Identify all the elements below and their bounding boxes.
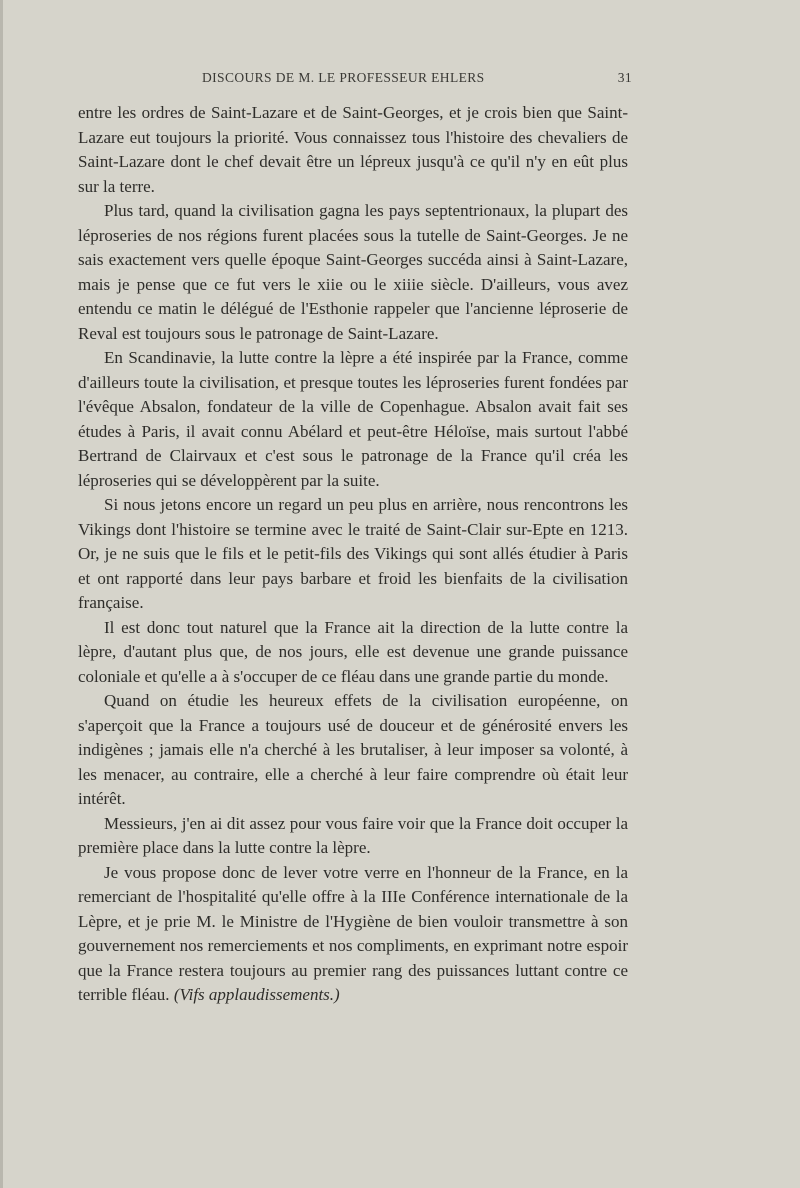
page-edge [0, 0, 3, 1188]
paragraph-1: entre les ordres de Saint-Lazare et de Saint-Georges, et je crois bien que Saint-Lazare eut toujours la priorité. Vous connaissez tous l'histoire des chevaliers de Saint-Lazare dont le chef devait être un lépreux jusqu'à ce qu'il n'y en eût plus sur la terre. [78, 103, 628, 196]
paragraph-6: Quand on étudie les heureux effets de la civilisation européenne, on s'aperçoit que la France a toujours usé de douceur et de générosité envers les indigènes ; jamais elle n'a cherché à les brutaliser, à leur imposer sa volonté, à les menacer, au contraire, elle a cherché à leur faire comprendre où était leur intérêt. [78, 691, 628, 808]
paragraph-7: Messieurs, j'en ai dit assez pour vous faire voir que la France doit occuper la première place dans la lutte contre la lèpre. [78, 813, 628, 857]
running-title: DISCOURS DE M. LE PROFESSEUR EHLERS [202, 70, 485, 85]
paragraph-2: Plus tard, quand la civilisation gagna les pays septentrionaux, la plupart des léproseries de nos régions furent placées sous la tutelle de Saint-Georges. Je ne sais exactement vers quelle époque Saint-Georges succéda ainsi à Saint-Lazare, mais je pense que ce fut vers le xiie ou le xiiie siècle. D'ailleurs, vous avez entendu ce matin le délégué de l'Esthonie rappeler que l'ancienne léproserie de Reval est toujours sous le patronage de Saint-Lazare. [78, 201, 628, 343]
paragraph-8-text: Je vous propose donc de lever votre verre en l'honneur de la France, en la remerciant de l'hospitalité qu'elle offre à la IIIe Conférence internationale de la Lèpre, et je prie M. le Ministre de l'Hygiène de bien vouloir transmettre à son gouvernement nos remerciements et nos compliments, en exprimant notre espoir que la France restera toujours au premier rang des puissances luttant contre ce terrible fléau. [78, 862, 628, 1004]
body-text [78, 101, 628, 1008]
applause-note: (Vifs applaudissements.) [173, 985, 340, 1004]
paragraph-5: Il est donc tout naturel que la France ait la direction de la lutte contre la lèpre, d'autant plus que, de nos jours, elle est devenue une grande puissance coloniale et qu'elle a à s'occuper de ce fléau dans une grande partie du monde. [78, 617, 628, 686]
paragraph-3: En Scandinavie, la lutte contre la lèpre a été inspirée par la France, comme d'ailleurs toute la civilisation, et presque toutes les léproseries furent fondées par l'évêque Absalon, fondateur de la ville de Copenhague. Absalon avait fait ses études à Paris, il avait connu Abélard et peut-être Héloïse, mais surtout l'abbé Bertrand de Clairvaux et c'est sous le patronage de la France qu'il créa les léproseries qui se développèrent par la suite. [78, 348, 628, 490]
paragraph-8 [78, 861, 628, 1008]
paragraph-4: Si nous jetons encore un regard un peu plus en arrière, nous rencontrons les Vikings dont l'histoire se termine avec le traité de Saint-Clair sur-Epte en 1213. Or, je ne suis que le fils et le petit-fils des Vikings qui sont allés étudier à Paris et ont rapporté dans leur pays barbare et froid les bienfaits de la civilisation française. [78, 495, 628, 612]
page-number: 31 [617, 70, 632, 85]
